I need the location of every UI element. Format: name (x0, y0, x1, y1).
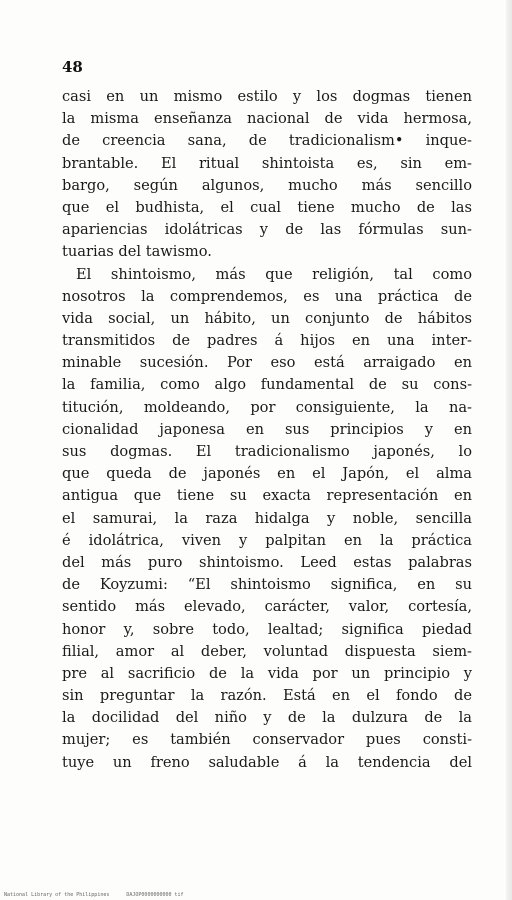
text-line: filial, amor al deber, voluntad dispuesta siem- (62, 642, 472, 660)
text-line: antigua que tiene su exacta representación en (62, 487, 472, 505)
text-line: tuye un freno saludable á la tendencia del (62, 753, 472, 771)
text-line: de creencia sana, de tradicionalism• inque- (62, 132, 472, 150)
text-line: sus dogmas. El tradicionalismo japonés, lo (62, 443, 472, 460)
text-line: minable sucesión. Por eso está arraigado en (62, 354, 472, 372)
page-number: 48 (62, 58, 83, 76)
text-line: la familia, como algo fundamental de su cons- (62, 376, 472, 394)
footer-code: DAJOP0000000000 tif (126, 892, 184, 898)
text-line: cionalidad japonesa en sus principios y en (62, 420, 472, 438)
page-edge (506, 0, 512, 900)
text-line: transmitidos de padres á hijos en una inter- (62, 332, 472, 350)
text-line: del más puro shintoismo. Leed estas palabras (62, 553, 472, 571)
text-line: la misma enseñanza nacional de vida hermosa, (62, 110, 472, 128)
text-line: apariencias idolátricas y de las fórmulas sun- (62, 221, 472, 239)
text-line: pre al sacrificio de la vida por un principio y (62, 664, 472, 682)
text-line: El shintoismo, más que religión, tal como (76, 265, 472, 283)
text-line: sin preguntar la razón. Está en el fondo de (62, 687, 472, 705)
text-line: honor y, sobre todo, lealtad; significa piedad (62, 620, 472, 638)
text-line: casi en un mismo estilo y los dogmas tienen (62, 88, 472, 105)
text-line: la docilidad del niño y de la dulzura de la (62, 709, 472, 727)
text-line: de Koyzumi: “El shintoismo significa, en su (62, 576, 472, 594)
text-line: el samurai, la raza hidalga y noble, sencilla (62, 509, 472, 527)
text-line: é idolátrica, viven y palpitan en la práctica (62, 531, 472, 549)
text-line: que queda de japonés en el Japón, el alma (62, 465, 472, 483)
text-line: vida social, un hábito, un conjunto de hábitos (62, 309, 472, 327)
text-line: titución, moldeando, por consiguiente, la na- (62, 398, 472, 416)
text-line: tuarias del tawismo. (62, 243, 212, 261)
text-line: bargo, según algunos, mucho más sencillo (62, 176, 472, 194)
text-line: brantable. El ritual shintoista es, sin em- (62, 154, 472, 172)
text-line: sentido más elevado, carácter, valor, cortesía, (62, 598, 472, 616)
text-line: que el budhista, el cual tiene mucho de las (62, 198, 472, 216)
footer-library: National Library of the Philippines (4, 892, 110, 898)
text-line: mujer; es también conservador pues consti- (62, 731, 472, 749)
scan-footer (4, 892, 198, 898)
text-line: nosotros la comprendemos, es una práctica de (62, 287, 472, 305)
body-text (62, 86, 472, 774)
